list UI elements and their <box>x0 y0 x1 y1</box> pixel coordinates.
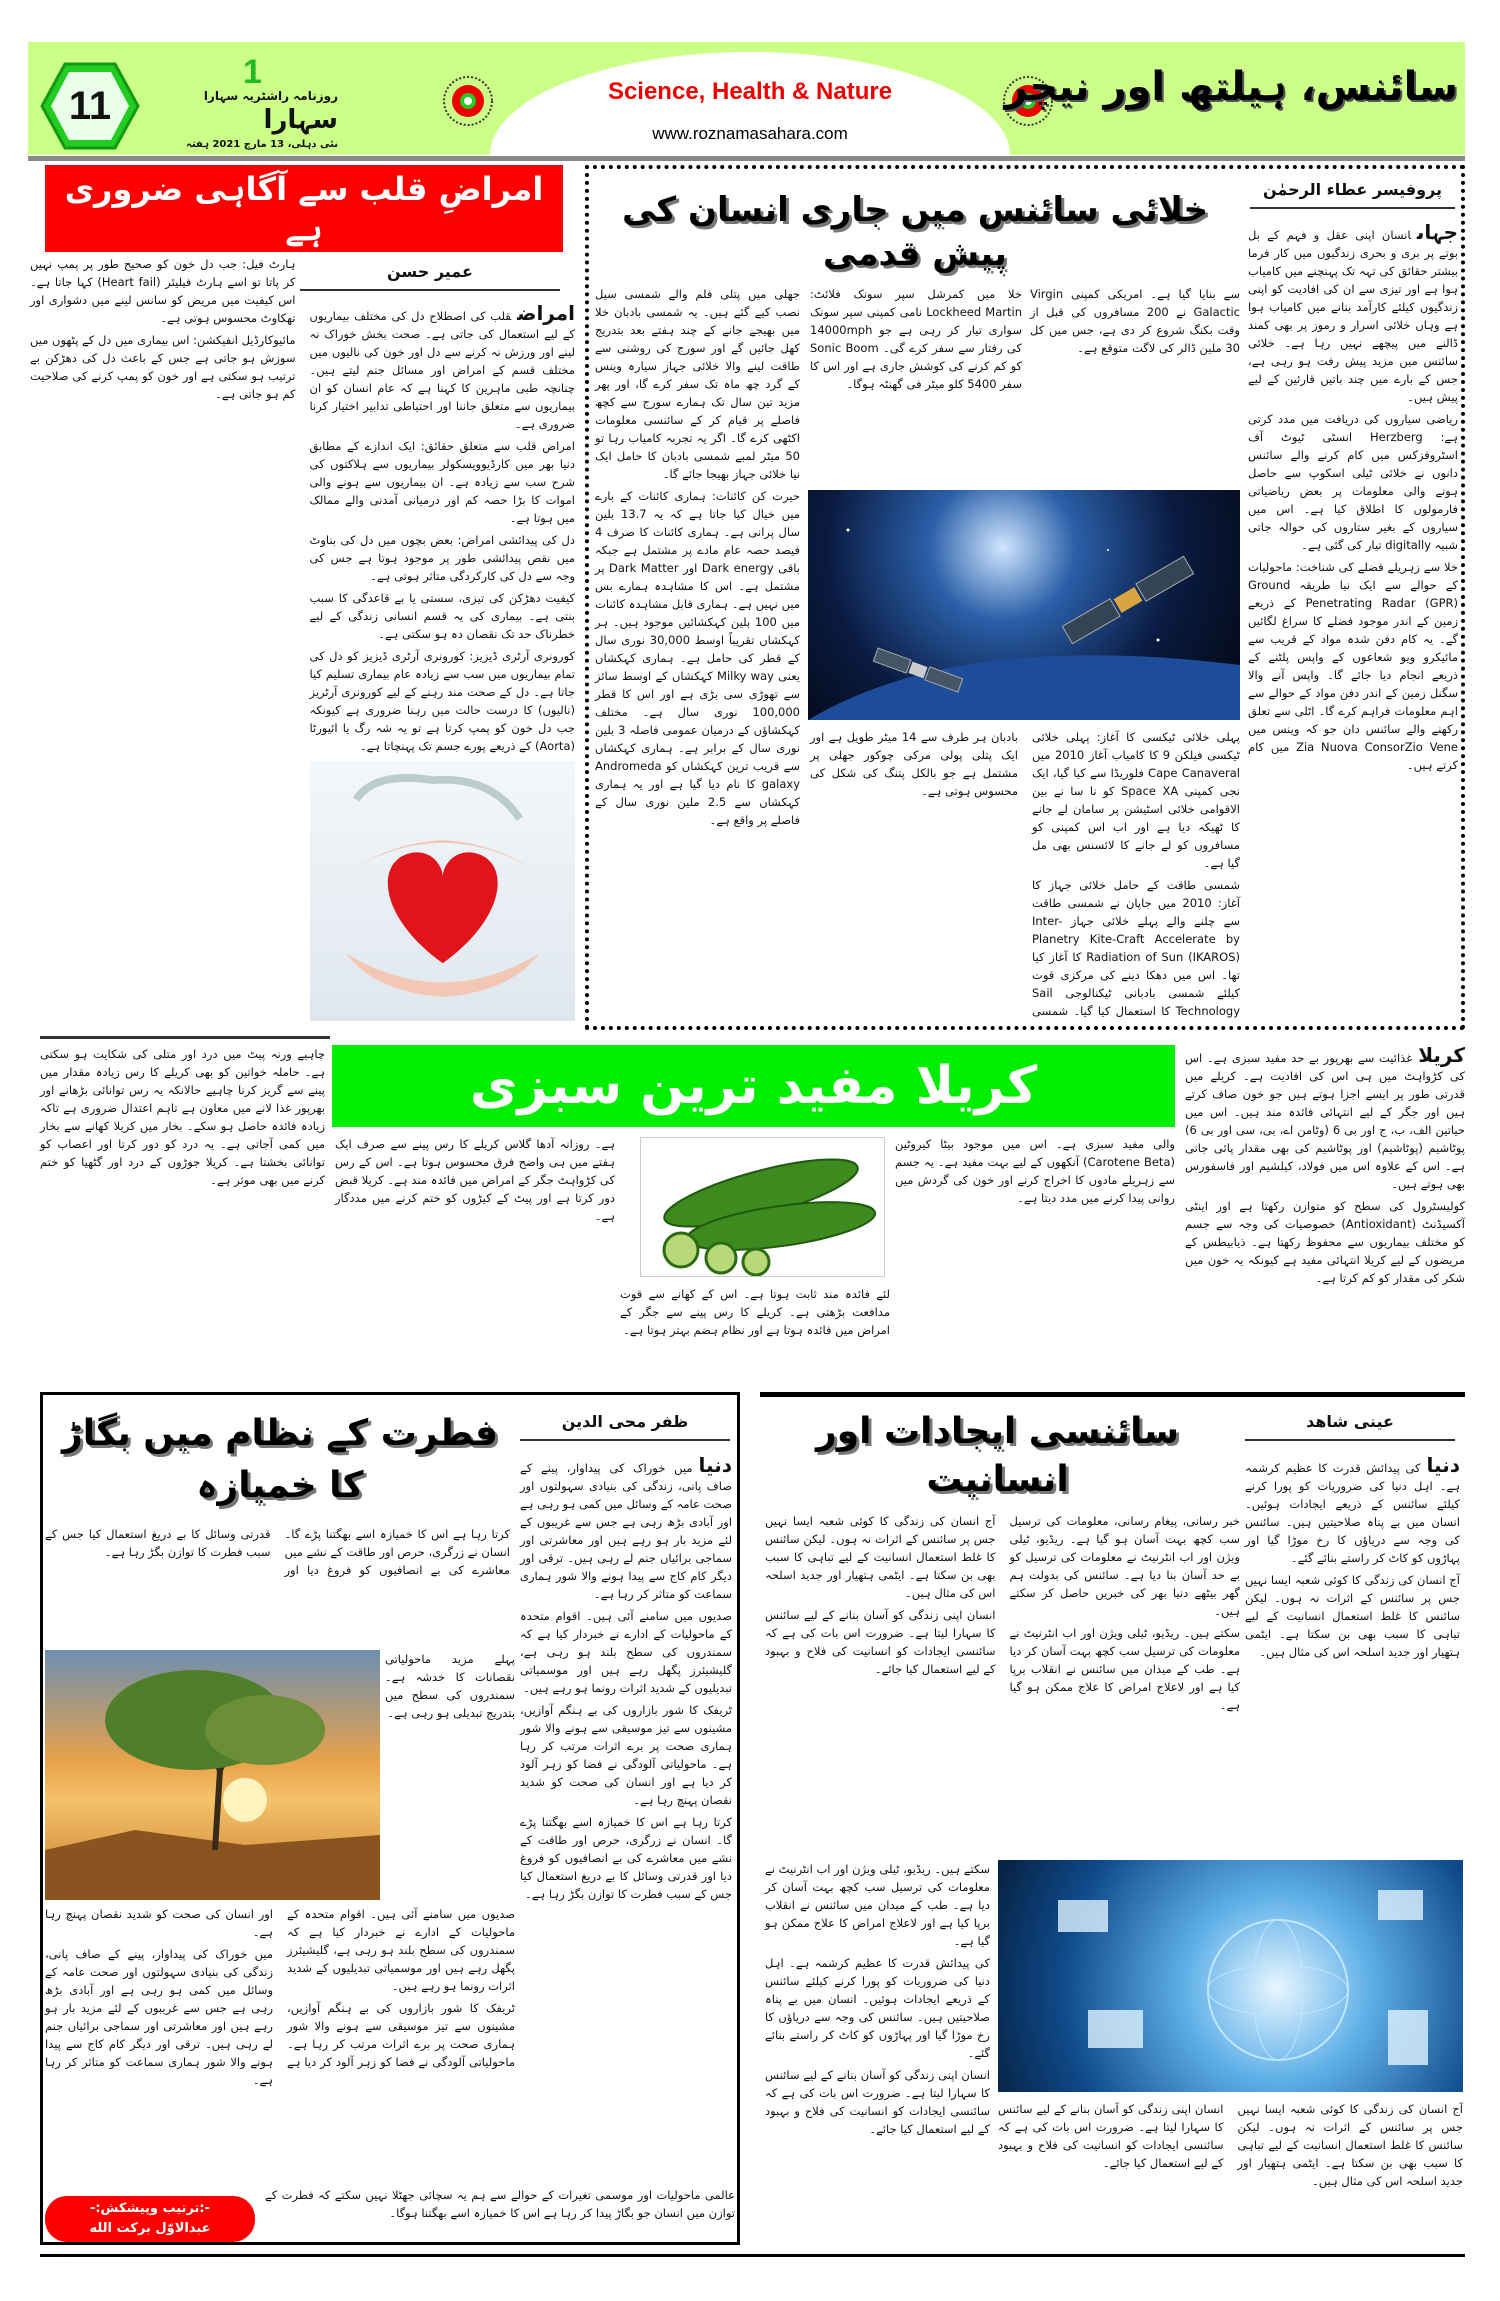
header-dome: Science, Health & Nature www.roznamasahara.com <box>490 52 1010 155</box>
divider <box>40 1036 330 1039</box>
space-col-1: جہاںانسان اپنی عقل و فہم کے بل بوتے پر بری و بحری زندگیوں میں کار فرما بیشتر حقائق کی تہہ تک پہنچنے میں کامیاب ہوا ہے اور تیزی سے ان کی افادیت کو اپنی زندگیوں کیلئے کارآمد بنانے میں کامیاب ہوا ہے وہاں خلائی اسرار و رموز پر بھی کمند ڈالنے میں پیچھے نہیں رہا ہے۔ خلائی سائنس میں مزید پیش رفت ہو رہی ہے، جس کے بارے میں چند باتیں قارئین کے لیے پیش ہیں۔ ریاضی سیاروں کی دریافت میں مدد کرتی ہے: Herzberg انسٹی ٹیوٹ آف اسٹروفزکس میں کام کرنے والے سائنس دانوں نے خلائی ٹیلی اسکوپ سے حاصل ہونے والی معلومات پر بعض ریاضیاتی فارمولوں کا اطلاق کیا ہے۔ اس میں سیاروں کے بغیر ستاروں کی حوالہ جاتی شبیہ digitally تیار کی گئی ہے۔ خلا سے زہریلے فضلے کی شناخت: ماحولیات کے حوالے سے ایک نیا طریقہ Ground Penetrating Radar (GPR) کے ذریعے زمین کے اندر موجود فضلے کا سراغ لگائیں گے۔ یہ کام دفن شدہ مواد کے قریب سے مائیکرو ویو شعاعوں کے واپس پلٹنے کے ذریعے انجام دیا جائے گا۔ واپس آنے والا سگنل زمین کے اندر دفن مواد کے حوالے سے اہم معلومات فراہم کرے گا۔ اٹلی سے تعلق رکھنے والے سائنس دان جو کہ وینس میں Zia Nuova ConsorZio Vene میں کام کرتے ہیں۔ <box>1248 220 1459 772</box>
section-title: سائنس، ہیلتھ اور نیچر <box>1004 64 1458 110</box>
nature-closing: عالمی ماحولیات اور موسمی تغیرات کے حوالے سے ہم یہ سچائی جھٹلا نہیں سکتے کہ فطرت کے توازن میں انسان جو بگاڑ پیدا کر رہا ہے اس کا خمیازہ اسے بھگتنا ہوگا۔ <box>265 2188 735 2220</box>
inventions-cols-top: خبر رسانی، پیغام رسانی، معلومات کی ترسیل سب کچھ بہت آسان ہو گیا ہے۔ ریڈیو، ٹیلی ویژن اور اب انٹرنیٹ نے معلومات کی ترسیل کو بے حد آسان بنا دیا ہے۔ سائنس کی بدولت ہم گھر بیٹھے دنیا بھر کی خبریں حاصل کر سکتے ہیں۔ سکتے ہیں۔ ریڈیو، ٹیلی ویژن اور اب انٹرنیٹ نے معلومات کی ترسیل سب کچھ بہت آسان کر دیا ہے۔ طب کے میدان میں سائنس نے انقلاب برپا کیا ہے اور لاعلاج امراض کا علاج ممکن ہو گیا ہے۔ آج انسان کی زندگی کا کوئی شعبہ ایسا نہیں جس پر سائنس کے اثرات نہ ہوں۔ لیکن سائنس کا غلط استعمال انسانیت کے لیے تباہی کا سبب بھی بن سکتا ہے۔ ایٹمی ہتھیار اور جدید اسلحہ اس کی مثال ہیں۔ انسان اپنی زندگی کو آسان بنانے کے لیے سائنس کا سہارا لیتا ہے۔ ضرورت اس بات کی ہے کہ سائنسی ایجادات کو انسانیت کی فلاح و بہبود کے لیے استعمال کیا جائے۔ <box>765 1514 1240 1712</box>
inventions-cols-bottom: آج انسان کی زندگی کا کوئی شعبہ ایسا نہیں جس پر سائنس کے اثرات نہ ہوں۔ لیکن سائنس کا غلط استعمال انسانیت کے لیے تباہی کا سبب بھی بن سکتا ہے۔ ایٹمی ہتھیار اور جدید اسلحہ اس کی مثال ہیں۔ انسان اپنی زندگی کو آسان بنانے کے لیے سائنس کا سہارا لیتا ہے۔ ضرورت اس بات کی ہے کہ سائنسی ایجادات کو انسانیت کی فلاح و بہبود کے لیے استعمال کیا جائے۔ <box>998 2102 1463 2188</box>
divider <box>28 156 1465 161</box>
nature-cols-top: کرتا رہا ہے اس کا خمیازہ اسے بھگتنا پڑے گا۔ انسان نے زرگری، حرص اور طاقت کے نشے میں معاشرے کی بے انصافیوں کو فروغ دیا اور قدرتی وسائل کا بے دریغ استعمال کیا جس کے سبب فطرت کا توازن بگڑ رہا ہے۔ <box>45 1527 510 1577</box>
karela-col-1: ہے۔ روزانہ آدھا گلاس کریلے کا رس پینے سے صرف ایک ہفتے میں ہی واضح فرق محسوس ہوتا ہے۔ اس کے رس کی کڑواہٹ جگر کے امراض میں فائدہ مند ہے۔ کریلا قبض دور کرتا ہے اور پیٹ کے کیڑوں کو ختم کرنے میں مددگار ہے۔ <box>335 1137 615 1223</box>
nature-col-2mid: پہلے مزید ماحولیاتی نقصانات کا خدشہ ہے۔ سمندروں کی سطح میں بتدریج تبدیلی ہو رہی ہے۔ <box>385 1652 515 1720</box>
space-col-2b: پہلی خلائی ٹیکسی کا آغاز: پہلی خلائی ٹیکسی فیلکن 9 کا کامیاب آغاز 2010 میں Cape Canaveral فلوریڈا سے کیا گیا، ایک نجی کمپنی Space XA کو نا سا نے بین الاقوامی خلائی اسٹیشن پر سامان لے جانے کا ٹھیکہ دیا ہے اور اب اس کمپنی کو مسافروں کو لے جانے کا لائسنس بھی مل گیا ہے۔ شمسی طاقت کے حامل خلائی جہاز کا آغاز: 2010 میں جاپان نے شمسی طاقت سے چلنے والے پہلے خلائی جہاز Inter-Planetry Kite-Craft Accelerate by Radiation of Sun (IKAROS) کا آغاز کیا تھا۔ اس میں دھکا دینے کی مرکزی قوت کیلئے شمسی بادبانی ٹیکنالوجی Sail Technology کا استعمال کیا گیا۔ شمسی بادبان ہر طرف سے 14 میٹر طویل ہے اور ایک پتلی پولی مرکی چوکور جھلی پر مشتمل ہے جو بالکل پتنگ کی شکل کی محسوس ہوتی ہے۔ <box>810 730 1241 1018</box>
heart-body: امراضقلب کی اصطلاح دل کی مختلف بیماریوں کے لیے استعمال کی جاتی ہے۔ صحت بخش خوراک نہ لینے اور ورزش نہ کرنے سے دل اور خون کی نالیوں میں مختلف قسم کے امراض اور مسائل جنم لیتے ہیں۔ چنانچہ طبی ماہرین کا کہنا ہے کہ عام انسان کو ان بیماریوں سے متعلق جاننا اور احتیاطی تدابیر اختیار کرنا ضروری ہے۔ امراض قلب سے متعلق حقائق: ایک اندازے کے مطابق دنیا بھر میں کارڈیوویسکولر بیماریوں سے ہلاکتوں کی شرح سب سے زیادہ ہے۔ ان بیماریوں سے ہونے والی اموات کا بڑا حصہ کم اور درمیانی آمدنی والے ممالک میں ہوتا ہے۔ دل کی پیدائشی امراض: بعض بچوں میں دل کی بناوٹ میں نقص پیدائشی طور پر موجود ہوتا ہے جس کی وجہ سے دل کی کارکردگی متاثر ہوتی ہے۔ کیفیت دھڑکن کی تیزی، سستی یا بے قاعدگی کا سبب بنتی ہے۔ بیماری کی یہ قسم انسانی زندگی کے لیے خطرناک حد تک نقصان دہ ہو سکتی ہے۔ کورونری آرٹری ڈیزیز: کورونری آرٹری ڈیزیز کو دل کی تمام بیماریوں میں سب سے زیادہ عام بیماری تسلیم کیا جاتا ہے۔ دل کے صحت مند رہنے کے لیے کورونری آرٹریز (نالیوں) کا درست حالت میں رہنا ضروری ہے کیونکہ جب دل خون کو پمپ کرتا ہے تو یہ شہ رگ یا ائیورٹا (Aorta) کے ذریعے پورے جسم تک پہنچاتا ہے۔ ہارٹ فیل: جب دل خون کو صحیح طور پر پمپ نہیں کر پاتا تو اسے ہارٹ فیلیئر (Heart fail) کہا جاتا ہے۔ اس کیفیت میں مریض کو سانس لینے میں دشواری اور تھکاوٹ محسوس ہوتی ہے۔ مائیوکارڈیل انفیکشن: اس بیماری میں دل کے پٹھوں میں سوزش ہو جاتی ہے جس کے باعث دل کی دھڑکن بے ترتیب ہو سکتی ہے اور خون کو پمپ کرنے کی صلاحیت کم ہو جاتی ہے۔ <box>30 255 575 1025</box>
divider <box>760 1392 1465 1397</box>
karela-col-2bottom: لئے فائدہ مند ثابت ہوتا ہے۔ اس کے کھانے سے قوت مدافعت بڑھتی ہے۔ کریلے کا رس پینے سے جگر کے امراض میں فائدہ ہوتا ہے اور نظام ہضم بہتر ہوتا ہے۔ <box>620 1287 890 1337</box>
space-byline: پروفیسر عطاء الرحمٰن <box>1250 180 1455 209</box>
karela-col-3: والی مفید سبزی ہے۔ اس میں موجود بیٹا کیروٹین (Carotene Beta) آنکھوں کے لیے بہت مفید ہے۔ یہ جسم سے زہریلے مادوں کا اخراج کرنے اور خون کی گردش میں روانی پیدا کرنے میں مدد دیتا ہے۔ <box>895 1137 1175 1205</box>
page-number-badge: 11 <box>40 62 140 150</box>
heart-byline: عمیر حسن <box>300 262 560 291</box>
starburst-icon <box>440 66 496 136</box>
credit-badge: -:ترتیب وپیشکش:- عبدالاوّل برکت الله <box>45 2196 255 2242</box>
space-headline: خلائی سائنس میں جاری انسان کی پیش قدمی <box>621 190 1209 274</box>
space-col-3: خلا میں کمرشل سپر سونک فلائٹ: Lockheed Martin نامی کمپنی سپر سونک سواری تیار کر رہی ہے جو 14000mph کی رفتار سے سفر کرے گی۔ Sonic Boom کو کم کرنے کی کوشش جاری ہے اور اس کا سفر 5400 کلو میٹر فی گھنٹہ ہوگا۔ <box>810 287 1022 391</box>
nature-cols-bottom: صدیوں میں سامنے آئی ہیں۔ اقوام متحدہ کے ماحولیات کے ادارے نے خبردار کیا ہے کہ سمندروں کی سطح بلند ہو رہی ہے، گلیشیئرز پگھل رہے ہیں اور موسمیاتی تبدیلیوں کے شدید اثرات رونما ہو رہے ہیں۔ ٹریفک کا شور بازاروں کی بے ہنگم آوازیں، مشینوں سے تیز موسیقی سے ہونے والا شور ہماری صحت پر برے اثرات مرتب کر رہا ہے۔ ماحولیاتی آلودگی نے فضا کو زہر آلود کر دیا ہے اور انسان کی صحت کو شدید نقصان پہنچ رہا ہے۔ میں خوراک کی پیداوار، پینے کے صاف پانی، زندگی کی بنیادی سہولتوں اور صحت عامہ کے وسائل میں کمی ہو رہی ہے اور آبادی بڑھ رہی ہے جس سے غریبوں کے لئے مزید بار ہو رہے ہیں اور معاشرتی اور سماجی برائیاں جنم لے رہی ہیں۔ ترقی اور دیگر کام کاج سے پیدا ہونے والا شور ہماری سماعت کو متاثر کر رہا ہے۔ <box>45 1907 515 2087</box>
inventions-byline: عینی شاهد <box>1245 1412 1455 1441</box>
karela-headline: کریلا مفید ترین سبزی <box>332 1045 1175 1127</box>
tree-sunset-photo <box>45 1650 380 1900</box>
nature-headline: فطرت کے نظام میں بگاڑ کا خمیازہ <box>62 1413 498 1506</box>
divider <box>40 2254 1465 2257</box>
newspaper-logo: 1 روزنامہ راشٹریہ سہارا سہارا نئی دہلی، 13 مارچ 2021 ہفتہ <box>185 53 338 150</box>
space-col-4: جھلی میں پتلی فلم والے شمسی سیل نصب کیے گئے ہیں۔ یہ شمسی بادبان خلا میں بھیجے جانے کے چند ہفتے بعد بتدریج کھل جائیں گے اور سورج کی روشنی سے طاقت لینے والا خلائی جہاز سیارہ وینس کے گرد چھ ماہ تک سفر کرے گا، اور پھر مزید تین سال تک ہمارے سورج سے کچھ فاصلے پر قیام کر کے سائنسی معلومات اکٹھی کرے گا۔ اگر یہ تجربہ کامیاب رہا تو 50 میٹر لمبے شمسی بادبان کا حامل ایک نیا خلائی جہاز بھیجا جائے گا۔ حیرت کن کائنات: ہماری کائنات کے بارے میں خیال کیا جاتا ہے کہ یہ 13.7 بلین سال پرانی ہے۔ ہماری کائنات کا صرف 4 فیصد حصہ عام مادے پر مشتمل ہے جبکہ باقی Dark energy اور Dark Matter پر مشتمل ہے۔ اس کا مشاہدہ ہمارے بس میں نہیں ہے۔ ہماری قابل مشاہدہ کائنات میں 100 بلین کہکشائیں موجود ہیں۔ ہر کہکشاں تقریباً اوسط 30,000 نوری سال کے قطر کی حامل ہے۔ ہماری کہکشاں یعنی Milky way کہکشاں کے اوسط سائز سے تھوڑی سی بڑی ہے اور اس کا قطر 100,000 نوری سال ہے۔ مختلف کہکشاؤں کے درمیان عمومی فاصلہ 3 بلین نوری سال کے برابر ہے۔ ہماری کہکشاں سے قریب ترین کہکشاں کو Andromeda galaxy کا نام دیا گیا ہے اور یہ ہماری کہکشاں سے 2.5 ملین نوری سال کے فاصلے پر واقع ہے۔ <box>595 287 801 827</box>
inventions-col-4: سکتے ہیں۔ ریڈیو، ٹیلی ویژن اور اب انٹرنیٹ نے معلومات کی ترسیل سب کچھ بہت آسان کر دیا ہے۔ طب کے میدان میں سائنس نے انقلاب برپا کیا ہے اور لاعلاج امراض کا علاج ممکن ہو گیا ہے۔ کی پیدائش قدرت کا عظیم کرشمہ ہے۔ اہل دنیا کی ضروریات کو پورا کرنے کیلئے سائنس کے ذریعے ایجادات ہوئیں۔ انسان میں بے پناہ صلاحیتیں ہیں۔ سائنس کی وجہ سے دریاؤں کا رخ موڑا گیا اور پہاڑوں کو کاٹ کر راستے بنائے گئے۔ انسان اپنی زندگی کو آسان بنانے کے لیے سائنس کا سہارا لیتا ہے۔ ضرورت اس بات کی ہے کہ سائنسی ایجادات کو انسانیت کی فلاح و بہبود کے لیے استعمال کیا جائے۔ <box>765 1862 990 2136</box>
inventions-col-1: دنیاکی پیدائش قدرت کا عظیم کرشمہ ہے۔ اہل دنیا کی ضروریات کو پورا کرنے کیلئے سائنس کے ذریعے ایجادات ہوئیں۔ انسان میں بے پناہ صلاحیتیں ہیں۔ سائنس کی وجہ سے دریاؤں کا رخ موڑا گیا اور پہاڑوں کو کاٹ کر راستے بنائے گئے۔ آج انسان کی زندگی کا کوئی شعبہ ایسا نہیں جس پر سائنس کے اثرات نہ ہوں۔ لیکن سائنس کا غلط استعمال انسانیت کے لیے تباہی کا سبب بھی بن سکتا ہے۔ ایٹمی ہتھیار اور جدید اسلحہ اس کی مثال ہیں۔ <box>1245 1453 1460 1659</box>
nature-byline: ظفر محی الدین <box>520 1412 730 1441</box>
heart-headline: امراضِ قلب سے آگاہی ضروری ہے <box>45 165 563 252</box>
bitter-gourd-photo <box>640 1137 885 1277</box>
nature-col-1: دنیامیں خوراک کی پیداوار، پینے کے صاف پانی، زندگی کی بنیادی سہولتوں اور صحت عامہ کے وسائل میں کمی ہو رہی ہے اور آبادی بڑھ رہی ہے جس سے غریبوں کے لئے مزید بار ہو رہے ہیں اور معاشرتی اور سماجی برائیاں جنم لے رہی ہیں۔ ترقی اور دیگر کام کاج سے پیدا ہونے والا شور ہماری سماعت کو متاثر کر رہا ہے۔ صدیوں میں سامنے آئی ہیں۔ اقوام متحدہ کے ماحولیات کے ادارے نے خبردار کیا ہے کہ سمندروں کی سطح بلند ہو رہی ہے، گلیشیئرز پگھل رہے ہیں اور موسمیاتی تبدیلیوں کے شدید اثرات رونما ہو رہے ہیں۔ ٹریفک کا شور بازاروں کی بے ہنگم آوازیں، مشینوں سے تیز موسیقی سے ہونے والا شور ہماری صحت پر برے اثرات مرتب کر رہا ہے۔ ماحولیاتی آلودگی نے فضا کو زہر آلود کر دیا ہے اور انسان کی صحت کو شدید نقصان پہنچ رہا ہے۔ کرتا رہا ہے اس کا خمیازہ اسے بھگتنا پڑے گا۔ انسان نے زرگری، حرص اور طاقت کے نشے میں معاشرے کی بے انصافیوں کو فروغ دیا اور قدرتی وسائل کا بے دریغ استعمال کیا جس کے سبب فطرت کا توازن بگڑ رہا ہے۔ <box>520 1453 732 1901</box>
space-satellite-photo <box>808 490 1240 720</box>
karela-col-left: چاہیے ورنہ پیٹ میں درد اور متلی کی شکایت ہو سکتی ہے۔ حاملہ خواتین کو بھی کریلے کا رس زیادہ مقدار میں پینے سے گریز کرنا چاہیے حالانکہ یہ رس توانائی بڑھانے اور بھرپور غذا لانے میں معاون ہے تاہم اعتدال ضروری ہے تاکہ زیادہ فائدہ حاصل ہو سکے۔ بخار میں کریلا کھانے سے بخار میں کمی آجاتی ہے۔ یہ درد کو دور کرتا اور اعصاب کو توانائی بخشتا ہے۔ کریلا جوڑوں کے درد اور گٹھیا کو ختم کرنے میں بھی موثر ہے۔ <box>40 1047 325 1187</box>
heart-hands-photo <box>310 761 576 1021</box>
technology-globe-photo <box>998 1860 1463 2092</box>
logo-numeral: 1 <box>243 53 262 91</box>
inventions-headline: سائنسی ایجادات اور انسانیت <box>815 1411 1179 1500</box>
website-link[interactable]: www.roznamasahara.com <box>652 124 848 143</box>
space-col-2: سے بنایا گیا ہے۔ امریکی کمپنی Virgin Galactic نے 200 مسافروں کی قبل از وقت بکنگ شروع کر دی ہے، جس میں کل 30 ملین ڈالر کی لاگت متوقع ہے۔ <box>1030 287 1240 355</box>
karela-col-right: کریلاغذائیت سے بھرپور بے حد مفید سبزی ہے۔ اس کی کڑواہٹ میں ہی اس کی افادیت ہے۔ کریلے میں قدرتی طور پر ایسے اجزا ہوتے ہیں جو خون صاف کرتے ہیں اور جگر کے لیے انتہائی فائدہ مند ہیں۔ اس میں حیاتین الف، ب، ج اور بی 6 (وٹامن اے، بی، سی اور بی 6) پوٹاشیم (پوٹاشیم) اور پوٹاشیم کی بھی مقدار پائی جاتی ہے۔ اس کے علاوہ اس میں فولاد، کیلشیم اور فاسفورس بھی ہوتے ہیں۔ کولیسٹرول کی سطح کو متوازن رکھتا ہے اور اینٹی آکسیڈنٹ (Antioxidant) خصوصیات کی وجہ سے جسم کو مختلف بیماریوں سے محفوظ رکھتا ہے۔ ذیابیطس کے مریضوں کے لیے کریلا انتہائی مفید ہے کیونکہ یہ خون میں شکر کی مقدار کو کم کرتا ہے۔ <box>1185 1043 1465 1285</box>
